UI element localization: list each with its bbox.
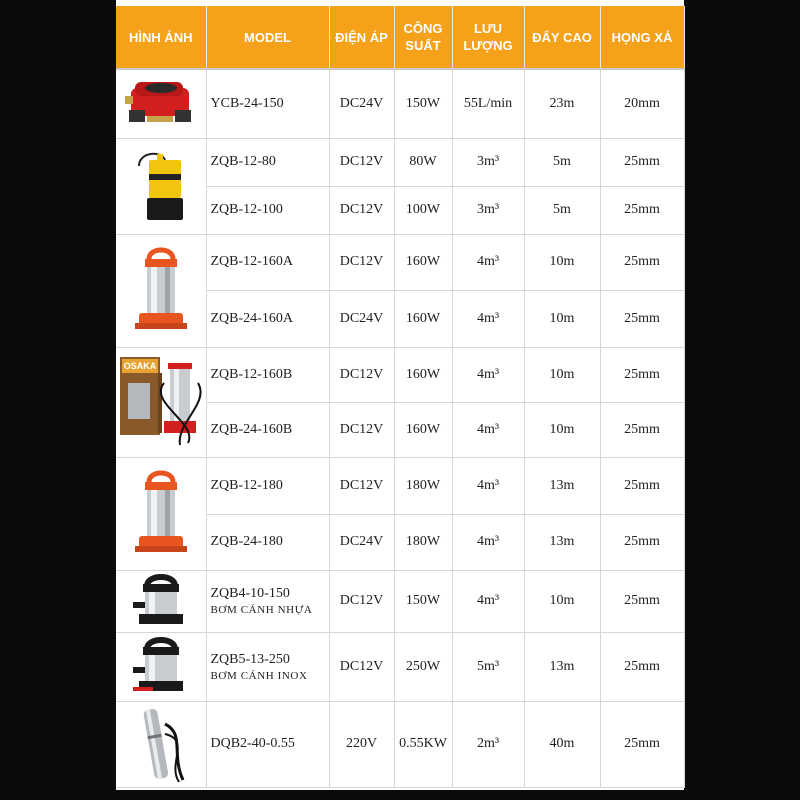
flow-cell: 4m³: [452, 234, 524, 290]
header-head: ĐẨY CAO: [524, 6, 600, 69]
model-name: ZQB-12-180: [210, 477, 283, 493]
model-name: ZQB-24-180: [210, 534, 283, 549]
black-handle-pump-icon: [129, 635, 193, 699]
head-cell: 40m: [524, 701, 600, 787]
table-row: [116, 570, 684, 632]
table-row: [116, 701, 684, 787]
table-row: [116, 632, 684, 701]
outlet-cell: 25mm: [600, 701, 684, 787]
voltage-cell: DC12V: [329, 234, 394, 290]
deep-well-pump-icon: [131, 704, 191, 784]
outlet-cell: 25mm: [600, 347, 684, 402]
header-image: HÌNH ẢNH: [116, 6, 206, 69]
outlet-cell: 25mm: [600, 402, 684, 457]
head-cell: 13m: [524, 514, 600, 570]
head-cell: 10m: [524, 402, 600, 457]
voltage-cell: DC24V: [329, 290, 394, 347]
model-name: DQB2-40-0.55: [210, 736, 295, 751]
header-voltage: ĐIỆN ÁP: [329, 6, 394, 69]
header-model: MODEL: [206, 6, 329, 69]
voltage-cell: 220V: [329, 701, 394, 787]
outlet-cell: 25mm: [600, 186, 684, 234]
voltage-cell: DC12V: [329, 347, 394, 402]
power-cell: 160W: [394, 402, 452, 457]
power-cell: 250W: [394, 632, 452, 701]
product-image-cell: [116, 234, 206, 347]
outlet-cell: 25mm: [600, 514, 684, 570]
product-image-cell: [116, 347, 206, 457]
head-cell: 23m: [524, 69, 600, 138]
model-name: ZQB-24-160B: [210, 421, 293, 437]
voltage-cell: DC12V: [329, 632, 394, 701]
outlet-cell: 25mm: [600, 290, 684, 347]
model-name: YCB-24-150: [210, 95, 284, 111]
box-brand-label: OSAKA: [123, 361, 157, 371]
power-cell: 160W: [394, 290, 452, 347]
outlet-cell: 25mm: [600, 632, 684, 701]
outlet-cell: 25mm: [600, 570, 684, 632]
model-name: ZQB5-13-250: [210, 651, 290, 667]
power-cell: 160W: [394, 234, 452, 290]
table-row: [116, 457, 684, 514]
header-power: CÔNG SUẤT: [394, 6, 452, 69]
product-image-cell: [116, 457, 206, 570]
power-cell: 0.55KW: [394, 701, 452, 787]
stainless-submersible-pump-icon: [131, 245, 191, 337]
product-image-cell: [116, 69, 206, 138]
stainless-submersible-pump-icon: [131, 468, 191, 560]
voltage-cell: DC12V: [329, 186, 394, 234]
outlet-cell: 25mm: [600, 457, 684, 514]
voltage-cell: DC24V: [329, 69, 394, 138]
head-cell: 5m: [524, 186, 600, 234]
power-cell: 100W: [394, 186, 452, 234]
head-cell: 10m: [524, 290, 600, 347]
dark-margin-right: [684, 0, 800, 800]
table-row: [116, 234, 684, 290]
power-cell: 160W: [394, 347, 452, 402]
flow-cell: 5m³: [452, 632, 524, 701]
dark-margin-bottom: [116, 790, 684, 800]
model-name: ZQB-12-160A: [210, 254, 293, 269]
model-name: ZQB-12-100: [210, 202, 283, 217]
flow-cell: 4m³: [452, 347, 524, 402]
outlet-cell: 25mm: [600, 234, 684, 290]
header-flow: LƯU LƯỢNG: [452, 6, 524, 69]
product-image-cell: [116, 570, 206, 632]
flow-cell: 4m³: [452, 290, 524, 347]
model-subtitle: BƠM CÁNH NHỰA: [210, 604, 313, 616]
power-cell: 180W: [394, 514, 452, 570]
head-cell: 5m: [524, 138, 600, 186]
power-cell: 80W: [394, 138, 452, 186]
head-cell: 10m: [524, 234, 600, 290]
model-name: ZQB-12-160B: [210, 366, 293, 382]
product-image-cell: [116, 701, 206, 787]
outlet-cell: 20mm: [600, 69, 684, 138]
table-row: [116, 138, 684, 186]
head-cell: 13m: [524, 457, 600, 514]
black-handle-pump-icon: [131, 572, 191, 630]
voltage-cell: DC12V: [329, 457, 394, 514]
flow-cell: 4m³: [452, 457, 524, 514]
flow-cell: 4m³: [452, 402, 524, 457]
pump-spec-table: [116, 6, 685, 788]
flow-cell: 3m³: [452, 186, 524, 234]
flow-cell: 4m³: [452, 514, 524, 570]
power-cell: 150W: [394, 69, 452, 138]
flow-cell: 3m³: [452, 138, 524, 186]
voltage-cell: DC12V: [329, 402, 394, 457]
yellow-submersible-pump-icon: [131, 146, 191, 226]
product-image-cell: [116, 138, 206, 234]
table-row: [116, 347, 684, 402]
model-subtitle: BƠM CÁNH INOX: [210, 669, 308, 682]
head-cell: 10m: [524, 570, 600, 632]
power-cell: 150W: [394, 570, 452, 632]
outlet-cell: 25mm: [600, 138, 684, 186]
table-row: [116, 69, 684, 138]
power-cell: 180W: [394, 457, 452, 514]
head-cell: 13m: [524, 632, 600, 701]
header-outlet: HỌNG XẢ: [600, 6, 684, 69]
flow-cell: 4m³: [452, 570, 524, 632]
voltage-cell: DC12V: [329, 570, 394, 632]
header-row: [116, 6, 684, 69]
dark-margin-left: [0, 0, 116, 800]
flow-cell: 55L/min: [452, 69, 524, 138]
pressure-pump-icon: [125, 76, 197, 132]
model-name: ZQB-24-160A: [210, 310, 293, 326]
voltage-cell: DC12V: [329, 138, 394, 186]
voltage-cell: DC24V: [329, 514, 394, 570]
model-name: ZQB4-10-150: [210, 586, 290, 601]
head-cell: 10m: [524, 347, 600, 402]
product-image-cell: [116, 632, 206, 701]
model-name: ZQB-12-80: [210, 154, 276, 169]
osaka-boxed-pump-icon: [118, 353, 204, 451]
flow-cell: 2m³: [452, 701, 524, 787]
